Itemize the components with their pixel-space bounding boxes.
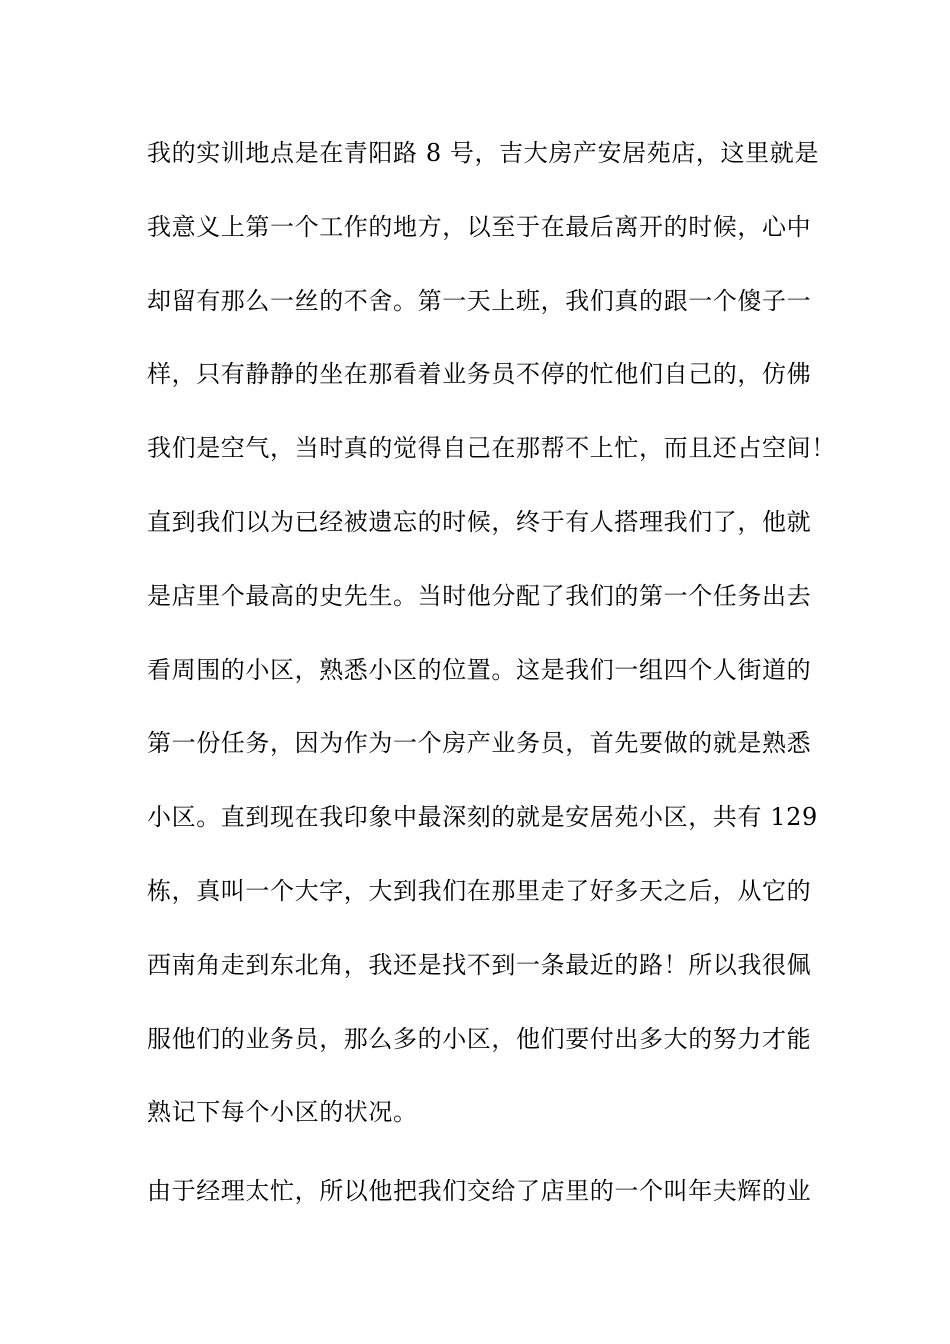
text-line: 服他们的业务员，那么多的小区，他们要付出多大的努力才能	[147, 1024, 812, 1053]
text-line: 直到我们以为已经被遗忘的时候，终于有人搭理我们了，他就	[147, 507, 812, 536]
text-line: 看周围的小区，熟悉小区的位置。这是我们一组四个人街道的	[147, 655, 812, 684]
text-line: 我意义上第一个工作的地方，以至于在最后离开的时候，心中	[147, 212, 812, 241]
text-line: 由于经理太忙，所以他把我们交给了店里的一个叫年夫辉的业	[147, 1177, 812, 1206]
text-line: 小区。直到现在我印象中最深刻的就是安居苑小区，共有 129	[147, 803, 818, 832]
body-text	[147, 128, 836, 1240]
text-line: 熟记下每个小区的状况。	[147, 1098, 418, 1127]
text-line: 栋，真叫一个大字，大到我们在那里走了好多天之后，从它的	[147, 876, 812, 905]
text-line: 西南角走到东北角，我还是找不到一条最近的路！所以我很佩	[147, 950, 812, 979]
text-line: 第一份任务，因为作为一个房产业务员，首先要做的就是熟悉	[147, 729, 812, 758]
text-line: 是店里个最高的史先生。当时他分配了我们的第一个任务出去	[147, 581, 812, 610]
text-line: 却留有那么一丝的不舍。第一天上班，我们真的跟一个傻子一	[147, 286, 812, 315]
text-line: 我们是空气，当时真的觉得自己在那帮不上忙，而且还占空间！	[147, 434, 836, 463]
text-line: 我的实训地点是在青阳路 8 号，吉大房产安居苑店，这里就是	[147, 139, 819, 167]
text-line: 样，只有静静的坐在那看着业务员不停的忙他们自己的，仿佛	[147, 360, 812, 389]
